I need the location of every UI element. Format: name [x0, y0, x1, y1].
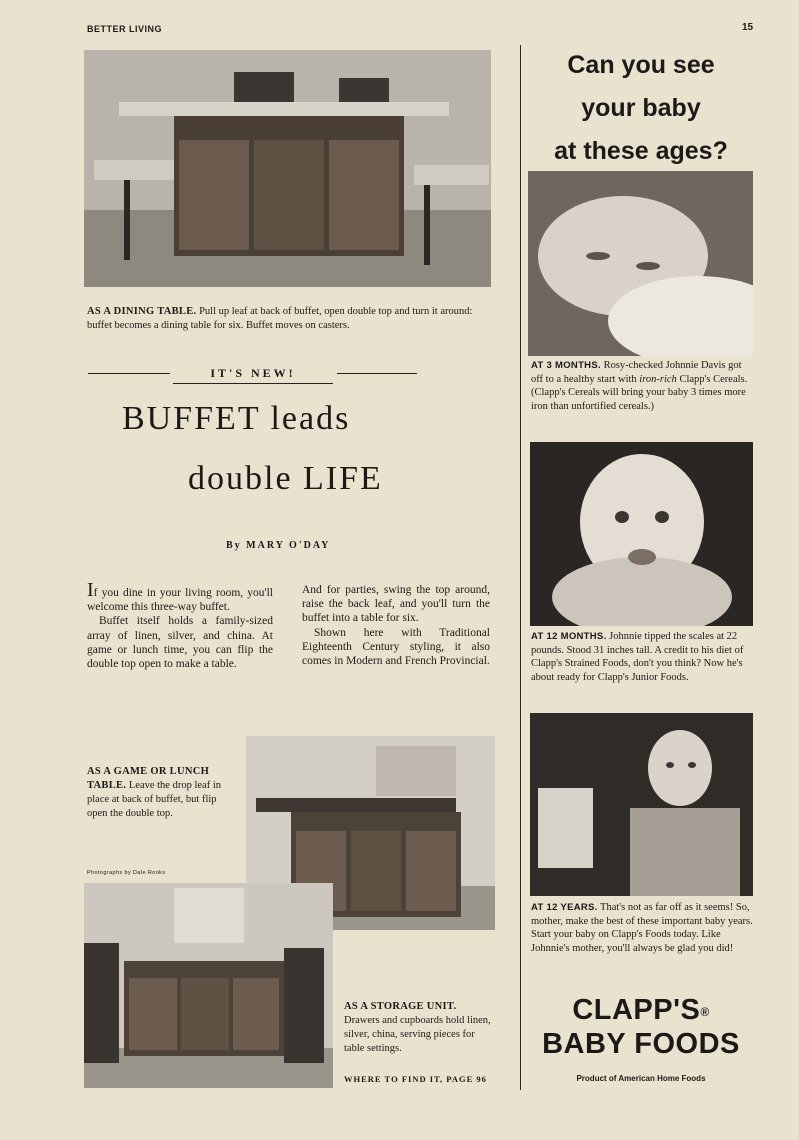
game-table-caption-text: Leave the drop leaf in place at back of buffet, but flip open the double top.: [87, 780, 221, 819]
drop-cap: I: [87, 579, 94, 601]
baby-3-months-photo: [528, 171, 753, 356]
storage-unit-caption: [344, 1000, 492, 1056]
dining-table-caption: [87, 305, 492, 333]
ad-caption-12-months: AT 12 MONTHS. Johnnie tipped the scales at 22 pounds. Stood 31 inches tall. A credit to his diet of Clapp's Strained Foods, don't you think? Now he's about ready for Clapp's Junior Foods.: [531, 631, 744, 683]
article-paragraph-3: And for parties, swing the top around, raise the back leaf, and you'll turn the buffet into a table for six.: [302, 584, 490, 625]
kicker-rule-left: [88, 373, 170, 374]
article-paragraph-2: Buffet itself holds a family-sized array of linen, silver, and china. At game or lunch time, you can flip the double top open to make a table.: [87, 615, 273, 671]
article-column-2: [302, 583, 490, 668]
ad-headline: [528, 44, 754, 173]
kicker-rule-right: [337, 373, 417, 374]
brand-logo-text: [528, 993, 754, 1061]
game-table-caption-lead: AS A GAME OR LUNCH TABLE.: [87, 766, 210, 791]
column-divider: [520, 45, 521, 1090]
storage-unit-caption-text: Drawers and cupboards hold linen, silver, china, serving pieces for table settings.: [344, 1015, 491, 1054]
ad-caption-12-years-lead: AT 12 YEARS.: [531, 902, 598, 913]
dining-table-caption-text: Pull up leaf at back of buffet, open double top and turn it around: buffet becomes a dining table for six. Buffet moves on casters.: [87, 306, 473, 331]
ad-caption-3-months: AT 3 MONTHS. Rosy-checked Johnnie Davis got off to a healthy start with iron-rich Clapp's Cereals. (Clapp's Cereals will bring your baby 3 times more iron than unfortified cereals.): [531, 360, 748, 412]
article-byline: By MARY O'DAY: [226, 540, 331, 551]
baby-12-months-photo: [530, 442, 753, 626]
ad-headline-line-2: your baby: [581, 94, 701, 122]
article-title-line-2: double LIFE: [188, 460, 383, 497]
page-number: 15: [742, 22, 754, 33]
ad-caption-12-months-lead: AT 12 MONTHS.: [531, 631, 607, 642]
storage-unit-photo: [84, 883, 333, 1088]
where-to-find-it: WHERE TO FIND IT, PAGE 96: [344, 1074, 487, 1084]
photo-credit: Photographs by Dale Rooks: [87, 870, 166, 876]
article-title-line-1: BUFFET leads: [122, 400, 351, 437]
brand-line-2: BABY FOODS: [542, 1028, 740, 1060]
ad-caption-12-years: AT 12 YEARS. That's not as far off as it seems! So, mother, make the best of these important baby years. Start your baby on Clapp's Foods today. Like Johnnie's mother, you'll always be glad you did!: [531, 902, 753, 954]
article-paragraph-1: If you dine in your living room, you'll welcome this three-way buffet.: [87, 579, 273, 614]
ad-headline-line-3: at these ages?: [554, 137, 728, 165]
kicker-underline: [173, 383, 333, 384]
brand-line-1: CLAPP'S: [572, 994, 701, 1026]
game-table-caption: [87, 765, 237, 821]
article-column-1: [87, 579, 273, 671]
running-header-section: BETTER LIVING: [87, 24, 163, 34]
storage-unit-caption-lead: AS A STORAGE UNIT.: [344, 1001, 457, 1012]
dining-table-caption-lead: AS A DINING TABLE.: [87, 306, 197, 317]
article-kicker: IT'S NEW!: [210, 366, 296, 380]
boy-12-years-photo: [530, 713, 753, 896]
registered-mark: ®: [700, 1005, 710, 1019]
ad-headline-line-1: Can you see: [567, 51, 715, 79]
product-of-line: Product of American Home Foods: [576, 1074, 706, 1083]
dining-table-photo: [84, 50, 491, 287]
ad-caption-3-months-lead: AT 3 MONTHS.: [531, 360, 601, 371]
article-paragraph-4: Shown here with Traditional Eighteenth Century styling, it also comes in Modern and French Provincial.: [302, 626, 490, 668]
